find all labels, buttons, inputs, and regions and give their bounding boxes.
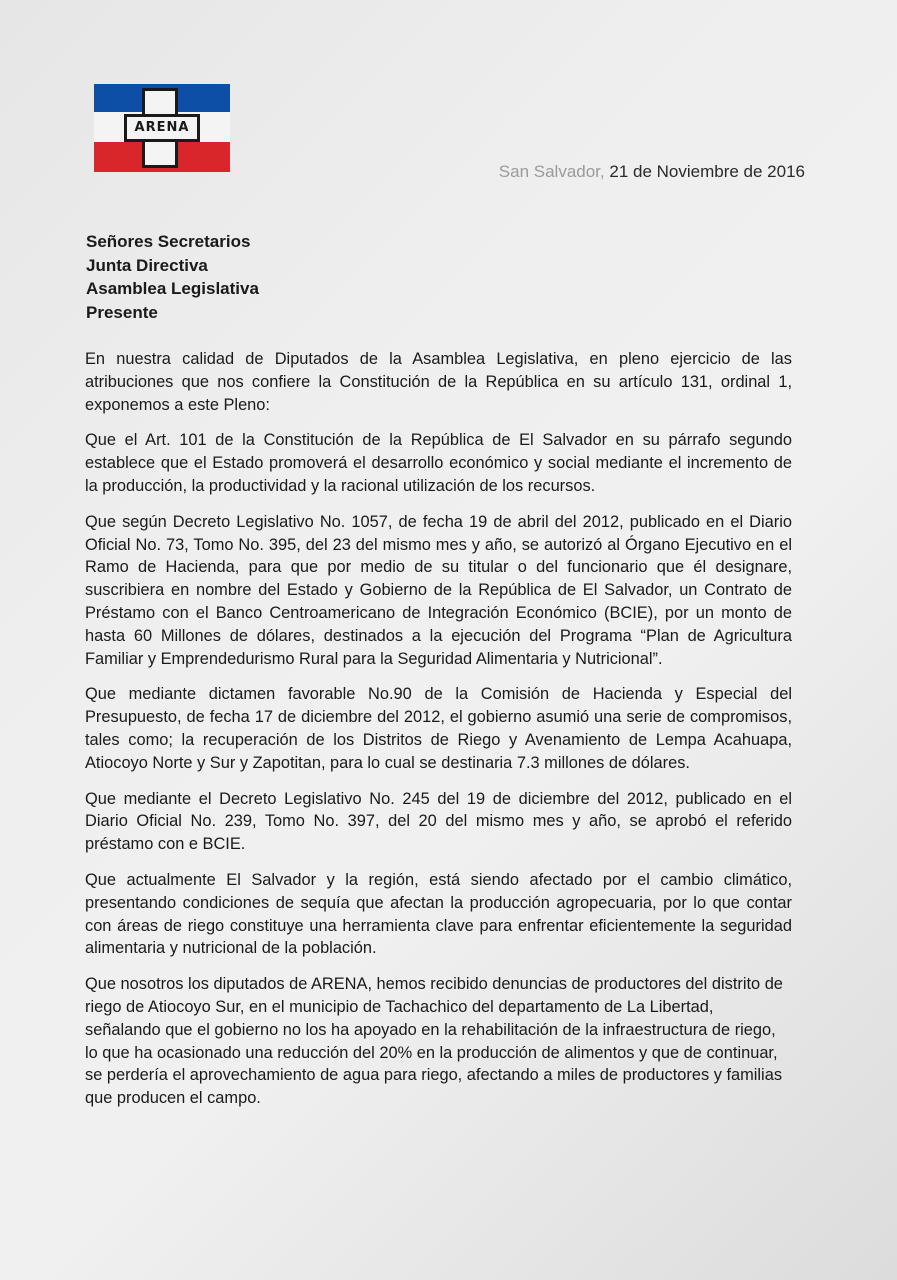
letter-date bbox=[499, 162, 805, 182]
recipient-line: Señores Secretarios bbox=[86, 232, 251, 251]
date-city: San Salvador, bbox=[498, 162, 605, 181]
arena-logo bbox=[94, 84, 230, 172]
recipient-line: Presente bbox=[86, 302, 158, 322]
body-paragraph: Que actualmente El Salvador y la región, está siendo afectado por el cambio climático, presentando condiciones de sequía que afectan la producción agropecuaria, por lo que contar con áreas de riego constituye una herramienta clave para enfrentar eficientemente la seguridad alimentaria y nutricional de la población. bbox=[85, 870, 792, 958]
recipient-block bbox=[86, 230, 259, 324]
body-paragraph: Que mediante dictamen favorable No.90 de la Comisión de Hacienda y Especial del Presupuesto, de fecha 17 de diciembre del 2012, el gobierno asumió una serie de compromisos, tales como; la recuperación de los Distritos de Riego y Avenamiento de Lempa Acahuapa, Atiocoyo Norte y Sur y Zapotitan, para lo cual se destinaria 7.3 millones de dólares. bbox=[85, 685, 792, 772]
recipient-line: Asamblea Legislativa bbox=[86, 279, 259, 298]
body-paragraph: Que según Decreto Legislativo No. 1057, de fecha 19 de abril del 2012, publicado en el Diario Oficial No. 73, Tomo No. 395, del 23 del mismo mes y año, se autorizó al Órgano Ejecutivo en el Ramo de Hacienda, para que por medio de su titular o del funcionario que él designare, suscribiera en nombre del Estado y Gobierno de la República de El Salvador, un Contrato de Préstamo con el Banco Centroamericano de Integración Económico (BCIE), por un monto de hasta 60 Millones de dólares, destinados a la ejecución del Programa “Plan de Agricultura Familiar y Emprendedurismo Rural para la Seguridad Alimentaria y Nutricional”. bbox=[85, 512, 792, 668]
body-paragraph: Que nosotros los diputados de ARENA, hemos recibido denuncias de productores del distrito de riego de Atiocoyo Sur, en el municipio de Tachachico del departamento de La Libertad, señalando que el gobierno no los ha apoyado en la rehabilitación de la infraestructura de riego, lo que ha ocasionado una reducción del 20% en la producción de alimentos y que de continuar, se perdería el aprovechamiento de agua para riego, afectando a miles de productores y familias que producen el campo. bbox=[85, 975, 783, 1108]
body-paragraph: En nuestra calidad de Diputados de la Asamblea Legislativa, en pleno ejercicio de las atribuciones que nos confiere la Constitución de la República en su artículo 131, ordinal 1, exponemos a este Pleno: bbox=[85, 350, 792, 414]
letter-body bbox=[85, 348, 792, 1123]
date-rest: 21 de Noviembre de 2016 bbox=[604, 162, 805, 181]
logo-text: ARENA bbox=[134, 120, 190, 135]
body-paragraph: Que el Art. 101 de la Constitución de la República de El Salvador en su párrafo segundo establece que el Estado promoverá el desarrollo económico y social mediante el incremento de la producción, la productividad y la racional utilización de los recursos. bbox=[85, 431, 792, 495]
body-paragraph: Que mediante el Decreto Legislativo No. 245 del 19 de diciembre del 2012, publicado en el Diario Oficial No. 239, Tomo No. 397, del 20 del mismo mes y año, se aprobó el referido préstamo con e BCIE. bbox=[85, 789, 792, 854]
recipient-line: Junta Directiva bbox=[86, 255, 208, 275]
